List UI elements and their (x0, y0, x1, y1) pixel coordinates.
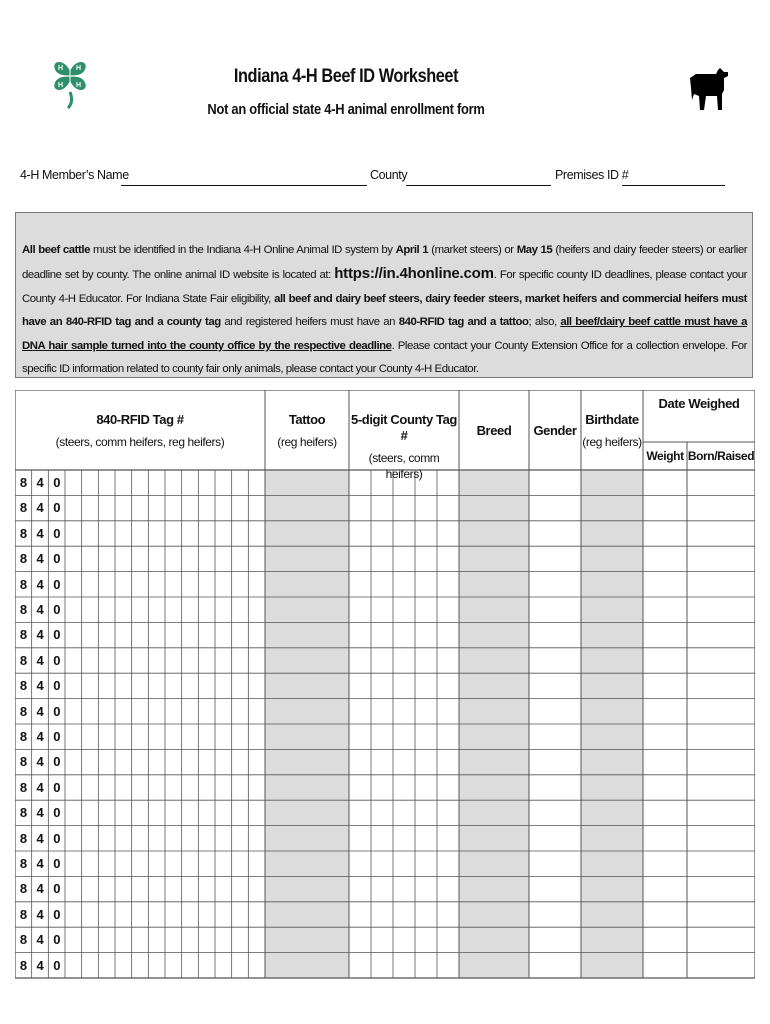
svg-text:H: H (76, 82, 82, 89)
rfid-prefix-digit: 0 (53, 906, 61, 922)
tattoo-header: Tattoo (reg heifers) (277, 412, 337, 449)
birthdate-header: Birthdate (reg heifers) (582, 412, 642, 449)
county-field[interactable] (406, 185, 551, 186)
page-subtitle: Not an official state 4-H animal enrollment form (207, 101, 485, 118)
rfid-prefix-digit: 4 (36, 703, 44, 719)
rfid-prefix-digit: 0 (53, 881, 61, 897)
rfid-prefix-digit: 4 (36, 652, 44, 668)
rfid-prefix-digit: 4 (36, 906, 44, 922)
rfid-prefix-digit: 8 (19, 703, 28, 719)
rfid-prefix-digit: 8 (19, 551, 28, 567)
rfid-prefix-digit: 8 (19, 856, 28, 871)
rfid-prefix-digit: 8 (19, 805, 28, 821)
rfid-prefix-digit: 4 (36, 525, 44, 541)
rfid-prefix-digit: 4 (36, 576, 44, 592)
rfid-prefix-digit: 0 (53, 475, 61, 490)
page-title: Indiana 4-H Beef ID Worksheet (233, 66, 459, 87)
rfid-prefix-digit: 0 (53, 576, 61, 592)
rfid-prefix-digit: 4 (36, 551, 44, 567)
svg-text:H: H (58, 82, 64, 89)
rfid-prefix-digit: 4 (36, 856, 44, 871)
rfid-prefix-digit: 0 (53, 678, 61, 694)
rfid-prefix-digit: 4 (36, 754, 44, 770)
premises-id-label: Premises ID # (555, 168, 629, 182)
rfid-prefix-digit: 0 (53, 932, 61, 948)
rfid-prefix-digit: 0 (53, 551, 61, 567)
rfid-prefix-digit: 4 (36, 779, 44, 795)
rfid-prefix-digit: 4 (36, 881, 44, 897)
rfid-prefix-digit: 8 (19, 754, 28, 770)
date-weighed-header: Date Weighed (658, 396, 740, 411)
rfid-prefix-digit: 8 (19, 500, 28, 516)
rfid-prefix-digit: 4 (36, 932, 44, 948)
rfid-prefix-digit: 8 (19, 957, 28, 973)
weight-header: Weight (646, 449, 684, 463)
county-tag-header: 5-digit County Tag # (steers, comm heifers) (351, 412, 457, 481)
rfid-prefix-digit: 8 (19, 576, 28, 592)
rfid-prefix-digit: 4 (36, 627, 44, 643)
4honline-link[interactable]: https://in.4honline.com (334, 265, 494, 283)
id-requirements-notice: All beef cattle must be identified in the Indiana 4-H Online Animal ID system by April 1 (market steers) or May 15 (heifers and dairy feeder steers) or earlier deadline set by county. The online animal ID website is located at: https://in.4honline.com. For specific county ID deadlines, please contact your County 4-H Educator. For Indiana State Fair eligibility, all beef and dairy beef steers, dairy feeder steers, market heifers and commercial heifers must have an 840-RFID tag and a county tag and registered heifers must have an 840-RFID tag and a tattoo; also, all beef/dairy beef cattle must have a DNA hair sample turned into the county office by the respective deadline. Please contact your County Extension Office for a collection envelope. For specific ID information related to county fair only animals, please contact your County 4-H Educator. (15, 212, 753, 378)
rfid-prefix-digit: 0 (53, 627, 61, 643)
rfid-prefix-digit: 4 (36, 602, 44, 617)
rfid-prefix-digit: 8 (19, 881, 28, 897)
member-info-fields (20, 166, 740, 188)
rfid-prefix-digit: 8 (19, 830, 28, 846)
member-name-label: 4-H Member’s Name (20, 168, 129, 182)
rfid-prefix-digit: 0 (53, 652, 61, 668)
rfid-prefix-digit: 4 (36, 678, 44, 694)
rfid-prefix-digit: 0 (53, 805, 61, 821)
rfid-prefix-digit: 4 (36, 805, 44, 821)
rfid-prefix-digit: 4 (36, 830, 44, 846)
rfid-prefix-digit: 0 (53, 602, 61, 617)
svg-text:H: H (58, 65, 64, 72)
rfid-prefix-digit: 8 (19, 932, 28, 948)
rfid-prefix-digit: 8 (19, 475, 28, 490)
rfid-prefix-digit: 8 (19, 678, 28, 694)
rfid-prefix-digit: 0 (53, 856, 61, 871)
rfid-prefix-digit: 4 (36, 475, 44, 490)
rfid-prefix-digit: 0 (53, 500, 61, 516)
rfid-prefix-digit: 8 (19, 652, 28, 668)
rfid-prefix-digit: 0 (53, 703, 61, 719)
rfid-prefix-digit: 0 (53, 729, 61, 744)
svg-text:H: H (76, 65, 82, 72)
breed-header: Breed (476, 423, 512, 438)
rfid-prefix-digit: 8 (19, 627, 28, 643)
cow-silhouette-icon (686, 66, 730, 112)
rfid-prefix-digit: 4 (36, 729, 44, 744)
rfid-prefix-digit: 0 (53, 779, 61, 795)
premises-id-field[interactable] (622, 185, 725, 186)
member-name-field[interactable] (121, 185, 367, 186)
gender-header: Gender (533, 423, 577, 438)
rfid-prefix-digit: 8 (19, 525, 28, 541)
rfid-prefix-digit: 4 (36, 957, 44, 973)
rfid-tag-header: 840-RFID Tag # (steers, comm heifers, reg heifers) (55, 412, 225, 449)
rfid-prefix-digit: 0 (53, 830, 61, 846)
rfid-prefix-digit: 8 (19, 779, 28, 795)
rfid-prefix-digit: 0 (53, 754, 61, 770)
rfid-prefix-digit: 8 (19, 729, 28, 744)
rfid-prefix-digit: 4 (36, 500, 44, 516)
county-label: County (370, 168, 408, 182)
rfid-prefix-digit: 0 (53, 957, 61, 973)
beef-id-table (15, 390, 755, 979)
rfid-prefix-digit: 0 (53, 525, 61, 541)
born-raised-header: Born/Raised (687, 449, 755, 463)
rfid-prefix-digit: 8 (19, 906, 28, 922)
rfid-prefix-digit: 8 (19, 602, 28, 617)
